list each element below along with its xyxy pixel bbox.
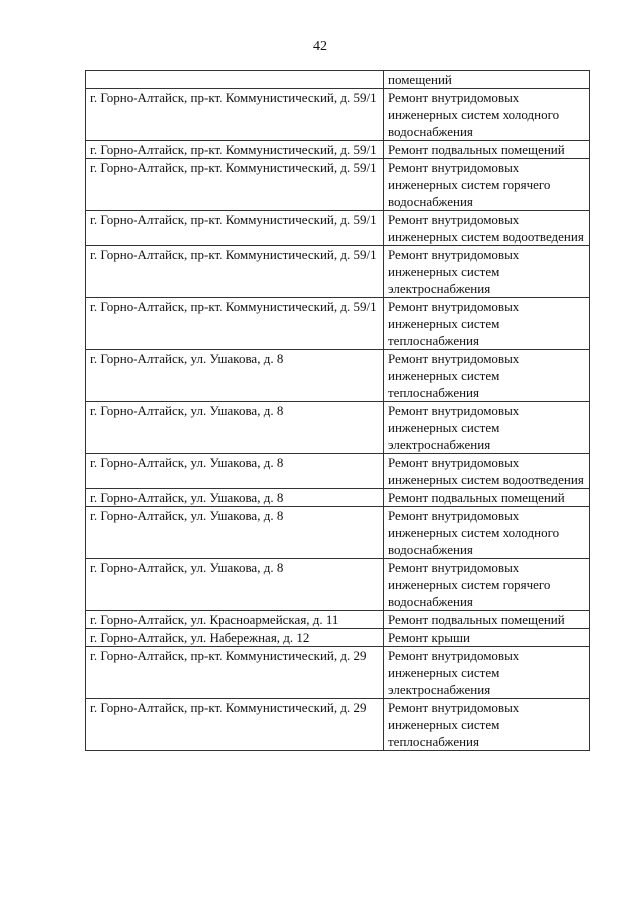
table-row — [86, 647, 590, 699]
address-cell: г. Горно-Алтайск, ул. Ушакова, д. 8 — [86, 489, 384, 507]
work-type-cell: Ремонт подвальных помещений — [384, 611, 590, 629]
table-row — [86, 629, 590, 647]
work-type-cell: Ремонт внутридомовых инженерных систем горячего водоснабжения — [384, 559, 590, 611]
work-type-cell: Ремонт внутридомовых инженерных систем водоотведения — [384, 454, 590, 489]
table-row — [86, 350, 590, 402]
address-cell: г. Горно-Алтайск, пр-кт. Коммунистический, д. 59/1 — [86, 159, 384, 211]
address-cell: г. Горно-Алтайск, ул. Ушакова, д. 8 — [86, 402, 384, 454]
page-number: 42 — [313, 39, 327, 54]
address-cell: г. Горно-Алтайск, пр-кт. Коммунистический, д. 59/1 — [86, 141, 384, 159]
address-cell: г. Горно-Алтайск, ул. Ушакова, д. 8 — [86, 507, 384, 559]
work-type-cell: Ремонт внутридомовых инженерных систем теплоснабжения — [384, 699, 590, 751]
address-cell: г. Горно-Алтайск, ул. Ушакова, д. 8 — [86, 559, 384, 611]
work-type-cell: Ремонт внутридомовых инженерных систем электроснабжения — [384, 246, 590, 298]
table-row — [86, 298, 590, 350]
work-type-cell: Ремонт крыши — [384, 629, 590, 647]
work-type-cell: Ремонт внутридомовых инженерных систем электроснабжения — [384, 647, 590, 699]
table-row — [86, 159, 590, 211]
table-row — [86, 211, 590, 246]
work-type-cell: Ремонт внутридомовых инженерных систем горячего водоснабжения — [384, 159, 590, 211]
table-row — [86, 141, 590, 159]
address-cell: г. Горно-Алтайск, пр-кт. Коммунистический, д. 29 — [86, 647, 384, 699]
work-type-cell: помещений — [384, 71, 590, 89]
address-cell: г. Горно-Алтайск, пр-кт. Коммунистический, д. 59/1 — [86, 89, 384, 141]
address-cell: г. Горно-Алтайск, ул. Красноармейская, д. 11 — [86, 611, 384, 629]
address-cell: г. Горно-Алтайск, пр-кт. Коммунистический, д. 59/1 — [86, 211, 384, 246]
table-row — [86, 89, 590, 141]
table-row — [86, 402, 590, 454]
table-row — [86, 246, 590, 298]
work-type-cell: Ремонт подвальных помещений — [384, 141, 590, 159]
address-cell: г. Горно-Алтайск, ул. Набережная, д. 12 — [86, 629, 384, 647]
work-type-cell: Ремонт внутридомовых инженерных систем электроснабжения — [384, 402, 590, 454]
table-row — [86, 699, 590, 751]
table-row — [86, 559, 590, 611]
work-type-cell: Ремонт внутридомовых инженерных систем теплоснабжения — [384, 298, 590, 350]
address-cell: г. Горно-Алтайск, ул. Ушакова, д. 8 — [86, 454, 384, 489]
work-type-cell: Ремонт внутридомовых инженерных систем водоотведения — [384, 211, 590, 246]
repair-table — [85, 70, 590, 751]
work-type-cell: Ремонт внутридомовых инженерных систем холодного водоснабжения — [384, 89, 590, 141]
address-cell: г. Горно-Алтайск, пр-кт. Коммунистический, д. 59/1 — [86, 246, 384, 298]
address-cell: г. Горно-Алтайск, пр-кт. Коммунистический, д. 29 — [86, 699, 384, 751]
table-row — [86, 71, 590, 89]
work-type-cell: Ремонт внутридомовых инженерных систем теплоснабжения — [384, 350, 590, 402]
table-row — [86, 611, 590, 629]
table-row — [86, 454, 590, 489]
address-cell: г. Горно-Алтайск, ул. Ушакова, д. 8 — [86, 350, 384, 402]
work-type-cell: Ремонт внутридомовых инженерных систем холодного водоснабжения — [384, 507, 590, 559]
table-row — [86, 489, 590, 507]
address-cell — [86, 71, 384, 89]
work-type-cell: Ремонт подвальных помещений — [384, 489, 590, 507]
address-cell: г. Горно-Алтайск, пр-кт. Коммунистический, д. 59/1 — [86, 298, 384, 350]
table-row — [86, 507, 590, 559]
table-body — [86, 71, 590, 751]
